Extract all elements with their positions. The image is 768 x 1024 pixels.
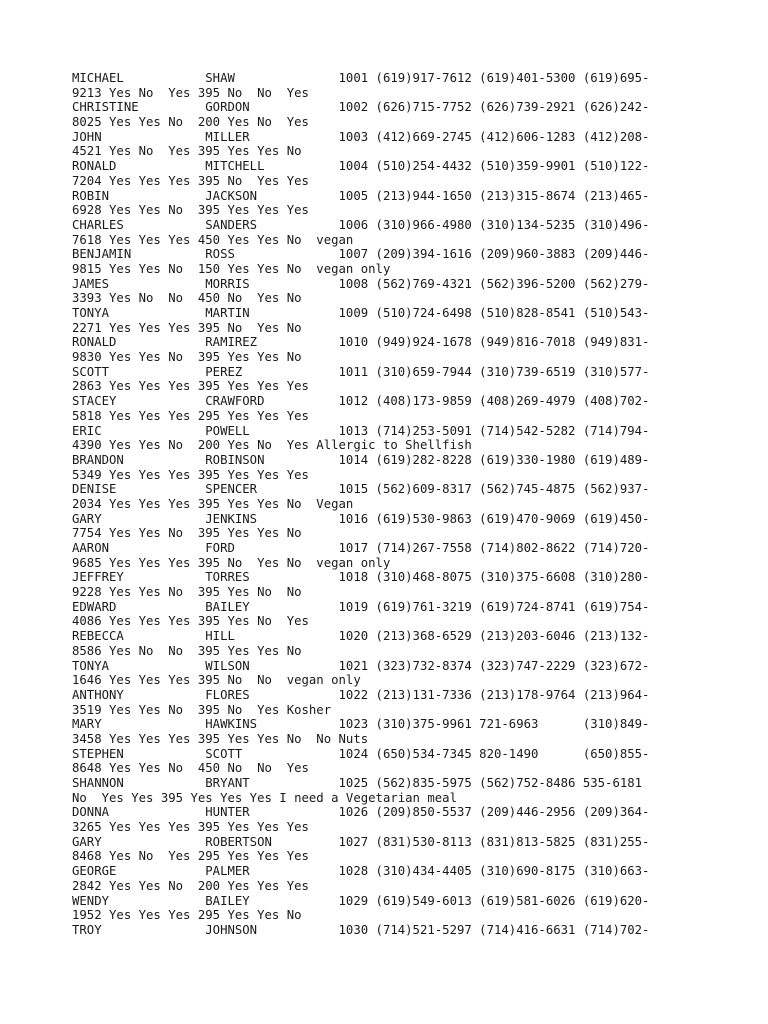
text-line: SHANNON BRYANT 1025 (562)835-5975 (562)752-8486 535-6181 [72, 776, 643, 790]
text-line: STEPHEN SCOTT 1024 (650)534-7345 820-1490 (650)855- [72, 746, 650, 761]
text-line: WENDY BAILEY 1029 (619)549-6013 (619)581-6026 (619)620- [72, 893, 650, 908]
text-line: 3393 Yes No No 450 No Yes No [72, 291, 302, 306]
text-line: SCOTT PEREZ 1011 (310)659-7944 (310)739-6519 (310)577- [72, 364, 650, 379]
text-line: 8586 Yes No No 395 Yes Yes No [72, 643, 302, 658]
text-line: 7618 Yes Yes Yes 450 Yes Yes No vegan [72, 232, 354, 247]
text-line: 4086 Yes Yes Yes 395 Yes No Yes [72, 614, 309, 629]
text-line: 9815 Yes Yes No 150 Yes Yes No vegan only [72, 261, 391, 276]
text-line: 7204 Yes Yes Yes 395 No Yes Yes [72, 173, 309, 188]
text-line: STACEY CRAWFORD 1012 (408)173-9859 (408)269-4979 (408)702- [72, 394, 650, 409]
text-line: REBECCA HILL 1020 (213)368-6529 (213)203-6046 (213)132- [72, 629, 650, 644]
text-line: 9228 Yes Yes No 395 Yes No No [72, 585, 302, 600]
text-line: 5349 Yes Yes Yes 395 Yes Yes Yes [72, 467, 309, 482]
text-line: 2034 Yes Yes Yes 395 Yes Yes No Vegan [72, 496, 354, 511]
text-line: DENISE SPENCER 1015 (562)609-8317 (562)745-4875 (562)937- [72, 482, 650, 497]
text-line: 2863 Yes Yes Yes 395 Yes Yes Yes [72, 379, 309, 394]
text-line: JAMES MORRIS 1008 (562)769-4321 (562)396-5200 (562)279- [72, 276, 650, 291]
text-line: JEFFREY TORRES 1018 (310)468-8075 (310)375-6608 (310)280- [72, 570, 650, 585]
text-line: TONYA MARTIN 1009 (510)724-6498 (510)828-8541 (510)543- [72, 306, 650, 320]
text-line: CHARLES SANDERS 1006 (310)966-4980 (310)134-5235 (310)496- [72, 217, 650, 232]
text-line: CHRISTINE GORDON 1002 (626)715-7752 (626)739-2921 (626)242- [72, 100, 650, 115]
text-line: 3265 Yes Yes Yes 395 Yes Yes Yes [72, 820, 309, 835]
text-line: 1952 Yes Yes Yes 295 Yes Yes No [72, 908, 302, 923]
text-line: ERIC POWELL 1013 (714)253-5091 (714)542-5282 (714)794- [72, 423, 650, 438]
text-line: MICHAEL SHAW 1001 (619)917-7612 (619)401-5300 (619)695- [72, 71, 650, 85]
text-line: RONALD RAMIREZ 1010 (949)924-1678 (949)816-7018 (949)831- [72, 335, 650, 350]
text-line: JOHN MILLER 1003 (412)669-2745 (412)606-1283 (412)208- [72, 129, 650, 144]
text-line: ANTHONY FLORES 1022 (213)131-7336 (213)178-9764 (213)964- [72, 687, 650, 702]
text-line: 3519 Yes Yes No 395 No Yes Kosher [72, 702, 332, 717]
text-line: No Yes Yes 395 Yes Yes Yes I need a Vegetarian meal [72, 790, 457, 805]
text-line: 4521 Yes No Yes 395 Yes Yes No [72, 144, 302, 159]
text-line: 3458 Yes Yes Yes 395 Yes Yes No No Nuts [72, 731, 369, 746]
text-line: 8648 Yes Yes No 450 No No Yes [72, 761, 309, 776]
text-line: GARY JENKINS 1016 (619)530-9863 (619)470-9069 (619)450- [72, 511, 650, 526]
text-line: 2842 Yes Yes No 200 Yes Yes Yes [72, 878, 309, 893]
text-line: 5818 Yes Yes Yes 295 Yes Yes Yes [72, 408, 309, 423]
text-line: ROBIN JACKSON 1005 (213)944-1650 (213)315-8674 (213)465- [72, 188, 650, 203]
text-line: 6928 Yes Yes No 395 Yes Yes Yes [72, 203, 309, 218]
text-line: TROY JOHNSON 1030 (714)521-5297 (714)416-6631 (714)702- [72, 922, 650, 937]
text-line: TONYA WILSON 1021 (323)732-8374 (323)747-2229 (323)672- [72, 658, 650, 673]
text-line: RONALD MITCHELL 1004 (510)254-4432 (510)359-9901 (510)122- [72, 159, 650, 174]
text-line: BRANDON ROBINSON 1014 (619)282-8228 (619)330-1980 (619)489- [72, 452, 650, 467]
text-line: 9213 Yes No Yes 395 No No Yes [72, 85, 309, 100]
text-line: 7754 Yes Yes No 395 Yes Yes No [72, 526, 302, 541]
text-line: 4390 Yes Yes No 200 Yes No Yes Allergic to Shellfish [72, 438, 472, 453]
text-line: GEORGE PALMER 1028 (310)434-4405 (310)690-8175 (310)663- [72, 864, 650, 879]
text-line: 2271 Yes Yes Yes 395 No Yes No [72, 320, 302, 335]
text-line: MARY HAWKINS 1023 (310)375-9961 721-6963 (310)849- [72, 717, 650, 732]
text-line: 9830 Yes Yes No 395 Yes Yes No [72, 350, 302, 365]
text-line: AARON FORD 1017 (714)267-7558 (714)802-8622 (714)720- [72, 541, 650, 555]
text-line: GARY ROBERTSON 1027 (831)530-8113 (831)813-5825 (831)255- [72, 834, 650, 849]
document-page [72, 71, 712, 938]
text-line: 9685 Yes Yes Yes 395 No Yes No vegan only [72, 555, 391, 570]
text-line: 1646 Yes Yes Yes 395 No No vegan only [72, 673, 361, 688]
text-line: 8468 Yes No Yes 295 Yes Yes Yes [72, 849, 309, 864]
text-line: 8025 Yes Yes No 200 Yes No Yes [72, 115, 309, 130]
text-line: EDWARD BAILEY 1019 (619)761-3219 (619)724-8741 (619)754- [72, 599, 650, 614]
text-line: DONNA HUNTER 1026 (209)850-5537 (209)446-2956 (209)364- [72, 805, 650, 820]
text-line: BENJAMIN ROSS 1007 (209)394-1616 (209)960-3883 (209)446- [72, 247, 650, 262]
